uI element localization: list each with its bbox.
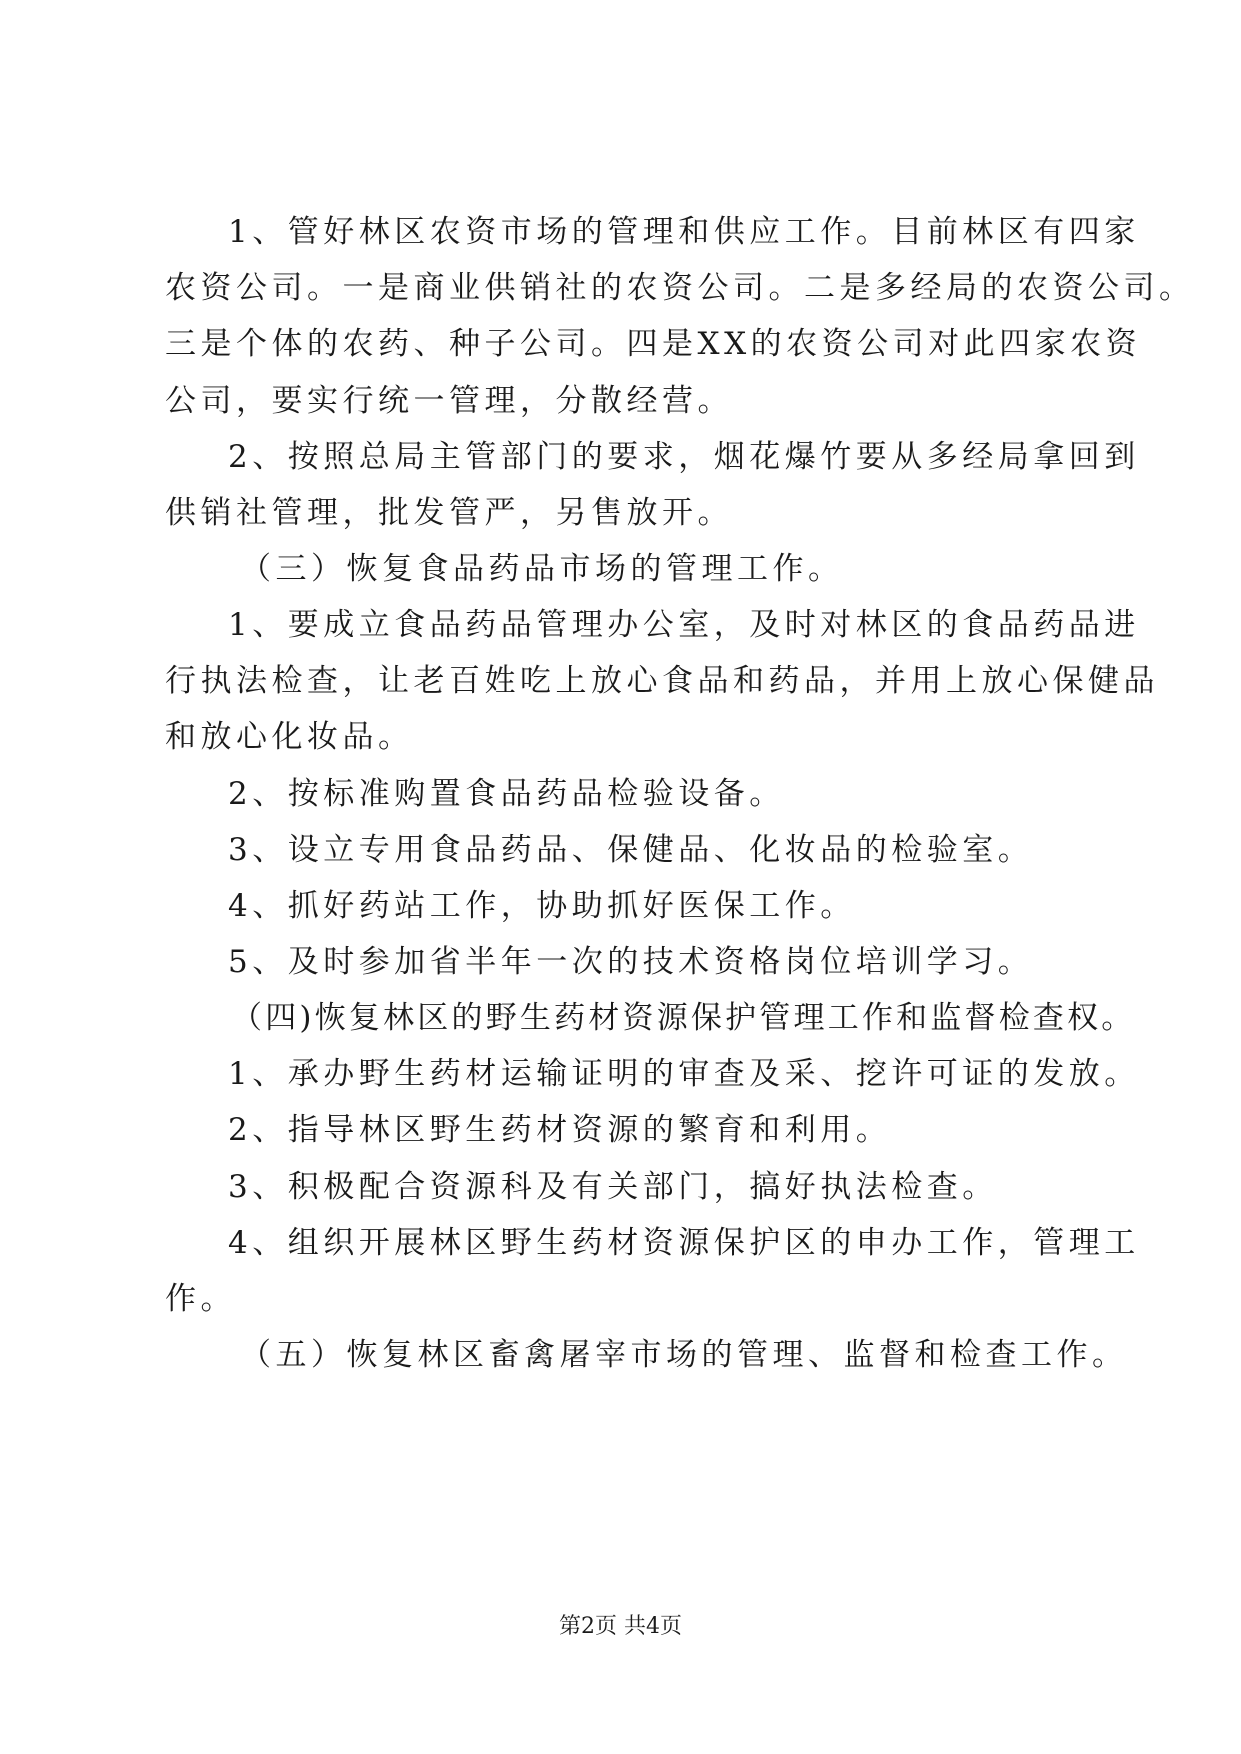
paragraph-line: 1、承办野生药材运输证明的审查及采、挖许可证的发放。 (228, 1056, 1140, 1092)
section-heading: （三）恢复食品药品市场的管理工作。 (240, 551, 844, 587)
paragraph-line: 3、积极配合资源科及有关部门，搞好执法检查。 (228, 1169, 998, 1205)
paragraph-line: 三是个体的农药、种子公司。四是XX的农资公司对此四家农资 (165, 326, 1142, 362)
paragraph-line: 行执法检查，让老百姓吃上放心食品和药品，并用上放心保健品 (165, 663, 1159, 699)
paragraph-line: 2、按照总局主管部门的要求，烟花爆竹要从多经局拿回到 (228, 439, 1140, 475)
paragraph-line: 4、组织开展林区野生药材资源保护区的申办工作，管理工 (228, 1225, 1140, 1261)
section-heading: （五）恢复林区畜禽屠宰市场的管理、监督和检查工作。 (240, 1337, 1128, 1373)
paragraph-line: 2、按标准购置食品药品检验设备。 (228, 776, 785, 812)
paragraph-line: 5、及时参加省半年一次的技术资格岗位培训学习。 (228, 944, 1034, 980)
paragraph-line: 3、设立专用食品药品、保健品、化妆品的检验室。 (228, 832, 1034, 868)
paragraph-line: 4、抓好药站工作，协助抓好医保工作。 (228, 888, 856, 924)
paragraph-line: 公司，要实行统一管理，分散经营。 (165, 383, 733, 419)
paragraph-line: 供销社管理，批发管严，另售放开。 (165, 495, 733, 531)
section-heading: （四)恢复林区的野生药材资源保护管理工作和监督检查权。 (231, 1000, 1136, 1036)
page-number-footer: 第2页 共4页 (559, 1614, 682, 1639)
paragraph-line: 农资公司。一是商业供销社的农资公司。二是多经局的农资公司。 (165, 270, 1195, 306)
paragraph-line: 1、管好林区农资市场的管理和供应工作。目前林区有四家 (228, 214, 1140, 250)
paragraph-line: 作。 (165, 1281, 236, 1317)
paragraph-line: 1、要成立食品药品管理办公室，及时对林区的食品药品进 (228, 607, 1140, 643)
paragraph-line: 和放心化妆品。 (165, 719, 414, 755)
paragraph-line: 2、指导林区野生药材资源的繁育和利用。 (228, 1112, 892, 1148)
